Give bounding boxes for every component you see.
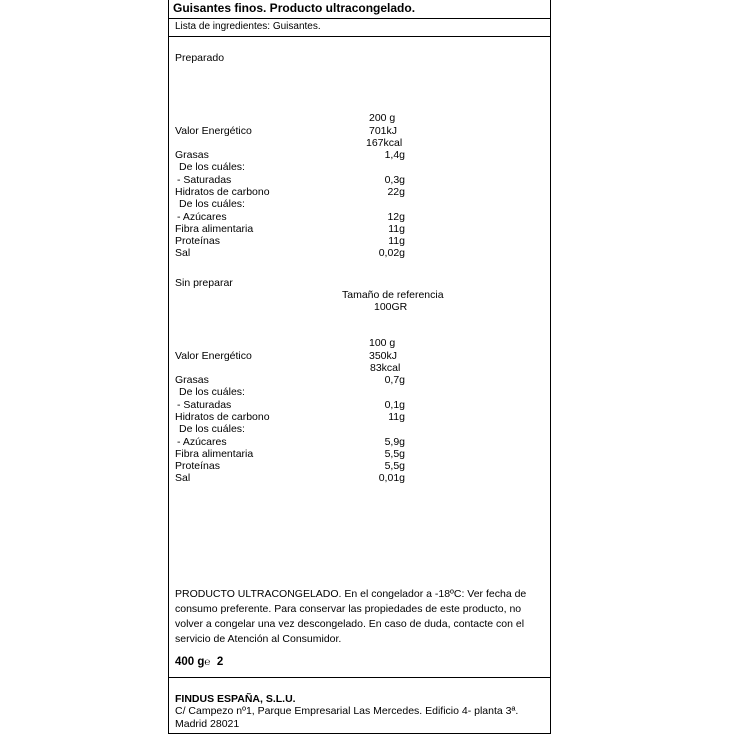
nutrient-label: - Azúcares <box>177 210 227 223</box>
nutrient-label: Grasas <box>175 374 209 386</box>
unprepared-energy-kcal: 83kcal <box>370 362 401 374</box>
prepared-energy-label: Valor Energético <box>175 125 252 137</box>
reference-size-label: Tamaño de referencia <box>342 289 444 301</box>
nutrient-label: - Saturadas <box>177 398 232 411</box>
nutrient-value: 0,01g <box>378 472 405 485</box>
nutrient-value: 22g <box>387 185 405 198</box>
nutrient-value: 0,02g <box>378 247 405 260</box>
product-title: Guisantes finos. Producto ultracongelado. <box>173 1 416 15</box>
unprepared-heading: Sin preparar <box>175 277 233 289</box>
nutrient-label: De los cuáles: <box>179 161 245 174</box>
nutrient-value: 5,9g <box>384 435 405 448</box>
nutrient-label: Hidratos de carbono <box>175 410 270 423</box>
nutrient-label: Grasas <box>175 149 209 161</box>
nutrient-label: Hidratos de carbono <box>175 185 270 198</box>
nutrient-label: - Azúcares <box>177 435 227 448</box>
nutrient-value: 5,5g <box>384 460 405 473</box>
nutrient-value: 0,7g <box>384 374 405 386</box>
portion-count: 2 <box>216 656 224 668</box>
nutrient-value: 12g <box>387 210 405 223</box>
unprepared-energy-label: Valor Energético <box>175 350 252 362</box>
nutrient-label: De los cuáles: <box>179 423 245 436</box>
nutrient-value: 11g <box>388 410 405 423</box>
nutrient-label: De los cuáles: <box>179 198 245 211</box>
prepared-energy-kj: 701kJ <box>369 125 398 137</box>
footer-divider <box>169 677 550 678</box>
nutrient-label: Proteínas <box>175 460 220 473</box>
reference-size-value: 100GR <box>374 301 408 313</box>
company-name: FINDUS ESPAÑA, S.L.U. <box>175 693 296 705</box>
nutrient-label: - Saturadas <box>177 173 232 186</box>
ingredients-list: Lista de ingredientes: Guisantes. <box>175 21 321 32</box>
nutrient-value: 0,1g <box>384 398 405 411</box>
prepared-energy-kcal: 167kcal <box>366 137 403 149</box>
nutrient-value: 0,3g <box>384 173 405 186</box>
company-address: C/ Campezo nº1, Parque Empresarial Las Mercedes. Edificio 4- planta 3ª. Madrid 28021 <box>175 705 519 730</box>
ingredients-divider <box>169 36 550 37</box>
nutrient-label: Proteínas <box>175 235 220 248</box>
prepared-portion: 200 g <box>369 112 396 124</box>
estimated-sign-icon: ℮ <box>204 657 211 668</box>
unprepared-portion: 100 g <box>369 337 396 349</box>
nutrient-label: Sal <box>175 247 191 260</box>
net-weight: 400 g <box>175 656 205 668</box>
net-weight-line <box>175 656 223 669</box>
unprepared-energy-kj: 350kJ <box>369 350 398 362</box>
prepared-heading: Preparado <box>175 52 225 64</box>
nutrient-value: 5,5g <box>384 447 405 460</box>
nutrient-value: 11g <box>388 222 405 235</box>
nutrient-label: Fibra alimentaria <box>175 222 254 235</box>
nutrition-label-panel <box>168 0 551 734</box>
nutrient-label: Sal <box>175 472 191 485</box>
storage-instructions: PRODUCTO ULTRACONGELADO. En el congelador a -18ºC: Ver fecha de consumo preferente. Para conservar las propiedades de este producto, no volver a congelar una vez descongelado. En caso de duda, contacte con el servicio de Atención al Consumidor. <box>175 588 527 645</box>
title-divider <box>169 18 550 19</box>
nutrient-value: 11g <box>388 235 405 248</box>
nutrient-label: De los cuáles: <box>179 386 245 399</box>
nutrient-value: 1,4g <box>384 149 405 161</box>
nutrient-label: Fibra alimentaria <box>175 447 254 460</box>
